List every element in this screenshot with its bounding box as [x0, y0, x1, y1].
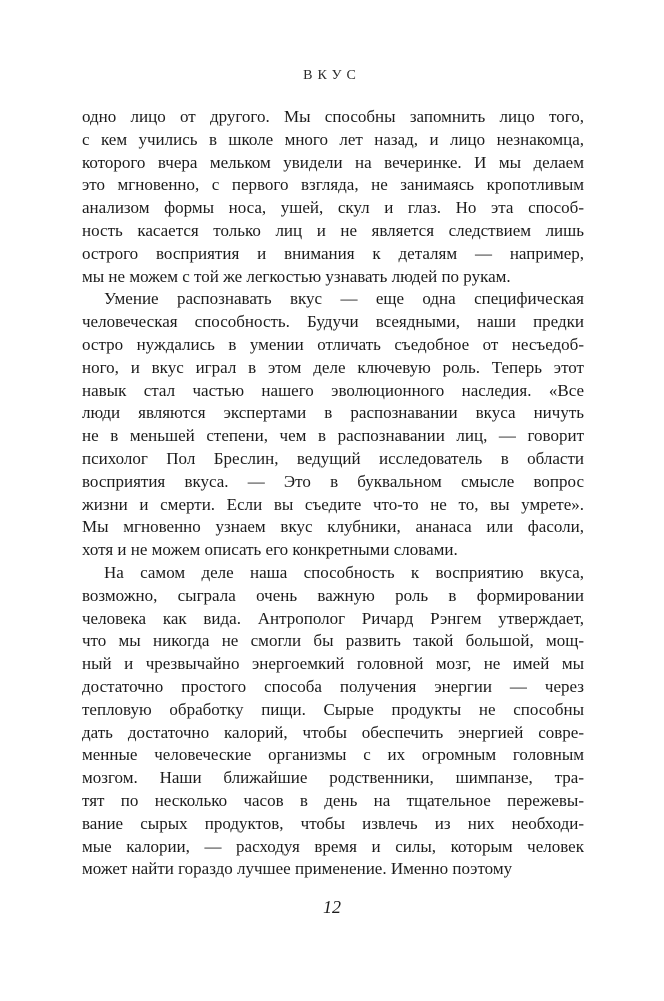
text-line: это мгновенно, с первого взгляда, не занимаясь кропотливым [82, 175, 584, 195]
text-line: ного, и вкус играл в этом деле ключевую роль. Теперь этот [82, 357, 584, 377]
paragraph [82, 106, 584, 288]
page-number: 12 [323, 897, 341, 917]
text-line: анализом формы носа, ушей, скул и глаз. Но эта способ- [82, 198, 584, 218]
text-line: вание сырых продуктов, чтобы извлечь из них необходи- [82, 813, 584, 833]
text-line: Мы мгновенно узнаем вкус клубники, ананаса или фасоли, [82, 517, 584, 537]
text-line: достаточно простого способа получения энергии — через [82, 676, 584, 696]
text-line: На самом деле наша способность к восприятию вкуса, [104, 562, 584, 582]
paragraph [82, 288, 584, 562]
text-line: восприятия вкуса. — Это в буквальном смысле вопрос [82, 471, 584, 491]
text-line: мозгом. Наши ближайшие родственники, шимпанзе, тра- [82, 768, 584, 788]
text-line: Умение распознавать вкус — еще одна специфическая [104, 289, 584, 309]
running-header: ВКУС [303, 68, 361, 83]
text-line: ность касается только лиц и не является следствием лишь [82, 220, 584, 240]
text-line: одно лицо от другого. Мы способны запомнить лицо того, [82, 107, 584, 126]
text-line: тят по несколько часов в день на тщательное пережевы- [82, 790, 584, 810]
text-line: остро нуждались в умении отличать съедобное от несъедоб- [82, 334, 584, 354]
text-line: люди являются экспертами в распознавании вкуса ничуть [82, 403, 584, 423]
text-line: человека как вида. Антрополог Ричард Рэнгем утверждает, [82, 608, 584, 628]
text-line: ный и чрезвычайно энергоемкий головной мозг, не имей мы [82, 654, 584, 674]
text-block [82, 106, 584, 881]
text-line: психолог Пол Бреслин, ведущий исследователь в области [82, 448, 584, 468]
text-line: навык стал частью нашего эволюционного наследия. «Все [82, 380, 584, 400]
text-line: с кем учились в школе много лет назад, и лицо незнакомца, [82, 129, 584, 149]
text-line: хотя и не можем описать его конкретными словами. [82, 540, 458, 560]
text-line: мы не можем с той же легкостью узнавать людей по рукам. [82, 266, 511, 286]
paragraph [82, 562, 584, 881]
text-line: которого вчера мельком увидели на вечеринке. И мы делаем [82, 152, 584, 172]
text-line: тепловую обработку пищи. Сырые продукты не способны [82, 699, 584, 719]
text-line: может найти гораздо лучшее применение. Именно поэтому [82, 859, 513, 879]
text-line: острого восприятия и внимания к деталям — например, [82, 243, 584, 263]
text-line: жизни и смерти. Если вы съедите что-то не то, вы умрете». [82, 494, 584, 514]
text-line: возможно, сыграла очень важную роль в формировании [82, 585, 584, 605]
text-line: дать достаточно калорий, чтобы обеспечить энергией совре- [82, 722, 584, 742]
text-line: менные человеческие организмы с их огромным головным [82, 745, 584, 765]
text-line: мые калории, — расходуя время и силы, которым человек [82, 836, 584, 856]
text-line: человеческая способность. Будучи всеядными, наши предки [82, 312, 584, 332]
text-line: не в меньшей степени, чем в распознавании лиц, — говорит [82, 426, 584, 446]
text-line: что мы никогда не смогли бы развить такой большой, мощ- [82, 631, 584, 651]
